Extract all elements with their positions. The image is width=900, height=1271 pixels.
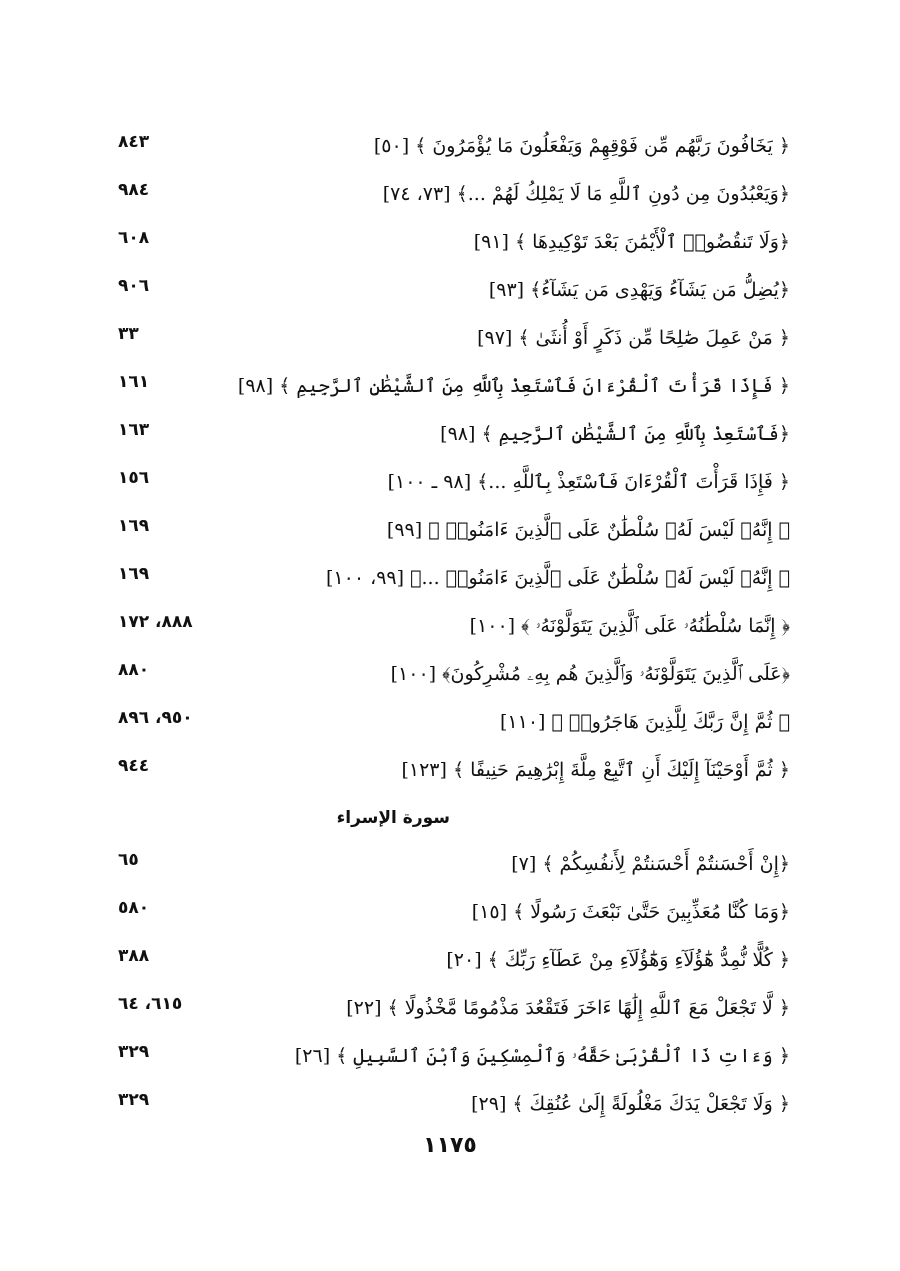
verse-text: ﴿ إِنَّهُۥ لَيْسَ لَهُۥ سُلْطَٰنٌ عَلَى ٱلَّذِينَ ءَامَنُوا۟ ﴾ [٩٩] [386, 519, 790, 541]
page-reference: ٣٢٩ [118, 1090, 150, 1110]
index-row [110, 410, 790, 458]
surah-heading: سورة الإسراء [336, 808, 450, 828]
verse-text: ﴿وَيَعْبُدُونَ مِن دُونِ ٱللَّهِ مَا لَا يَمْلِكُ لَهُمْ ...﴾ [٧٣، ٧٤] [382, 183, 790, 205]
index-row [110, 314, 790, 362]
verse-text: ﴿إِنْ أَحْسَنتُمْ أَحْسَنتُمْ لِأَنفُسِكُمْ ﴾ [٧] [511, 853, 790, 875]
page-reference: ١٦٩ [118, 516, 150, 536]
index-row [110, 1080, 790, 1128]
page-reference: ١٦٩ [118, 564, 150, 584]
page-reference: ٩٠٦ [118, 276, 150, 296]
surah-heading-row [110, 794, 790, 840]
index-row [110, 122, 790, 170]
verse-text: ﴿يُضِلُّ مَن يَشَآءُ وَيَهْدِى مَن يَشَآءُ﴾ [٩٣] [488, 279, 790, 301]
index-row [110, 650, 790, 698]
page-reference: ٨٨٨، ١٧٢ [118, 612, 193, 632]
index-row [110, 984, 790, 1032]
page-reference: ٦٠٨ [118, 228, 150, 248]
page-reference: ٦١٥، ٦٤ [118, 994, 183, 1014]
verse-text: ﴿ ثُمَّ إِنَّ رَبَّكَ لِلَّذِينَ هَاجَرُوا۟ ﴾ [١١٠] [499, 711, 790, 733]
verse-text: ﴿ إِنَّمَا سُلْطَٰنُهُۥ عَلَى ٱلَّذِينَ يَتَوَلَّوْنَهُۥ ﴾ [١٠٠] [469, 615, 790, 637]
index-row [110, 840, 790, 888]
index-row [110, 936, 790, 984]
index-row [110, 266, 790, 314]
verse-text: ﴿ كُلًّا نُّمِدُّ هَٰٓؤُلَآءِ وَهَٰٓؤُلَآءِ مِنْ عَطَآءِ رَبِّكَ ﴾ [٢٠] [446, 949, 790, 971]
verse-index [110, 122, 790, 1128]
verse-text: ﴿وَمَا كُنَّا مُعَذِّبِينَ حَتَّىٰ نَبْعَثَ رَسُولًا ﴾ [١٥] [471, 901, 790, 923]
index-row [110, 506, 790, 554]
index-row [110, 602, 790, 650]
page-reference: ٣٢٩ [118, 1042, 150, 1062]
page-reference: ١٦٣ [118, 420, 150, 440]
index-row [110, 458, 790, 506]
index-row [110, 1032, 790, 1080]
index-row [110, 888, 790, 936]
index-row [110, 554, 790, 602]
verse-text: ﴿عَلَى ٱلَّذِينَ يَتَوَلَّوْنَهُۥ وَٱلَّذِينَ هُم بِهِۦ مُشْرِكُونَ﴾ [١٠٠] [390, 663, 790, 685]
verse-text: ﴿ وَءَاتِ ذَا ٱلْقُرْبَىٰ حَقَّهُۥ وَٱلْمِسْكِينَ وَٱبْنَ ٱلسَّبِيلِ ﴾ [٢٦] [294, 1045, 790, 1067]
page-reference: ١٥٦ [118, 468, 150, 488]
verse-text: ﴿ وَلَا تَجْعَلْ يَدَكَ مَغْلُولَةً إِلَىٰ عُنُقِكَ ﴾ [٢٩] [471, 1093, 790, 1115]
page-reference: ٨٨٠ [118, 660, 150, 680]
verse-text: ﴿ مَنْ عَمِلَ صَٰلِحًا مِّن ذَكَرٍ أَوْ أُنثَىٰ ﴾ [٩٧] [477, 327, 790, 349]
page-reference: ٨٤٣ [118, 132, 150, 152]
index-row [110, 746, 790, 794]
verse-text: ﴿وَلَا تَنقُضُوا۟ ٱلْأَيْمَٰنَ بَعْدَ تَوْكِيدِهَا ﴾ [٩١] [473, 231, 790, 253]
verse-text: ﴿ ثُمَّ أَوْحَيْنَآ إِلَيْكَ أَنِ ٱتَّبِعْ مِلَّةَ إِبْرَٰهِيمَ حَنِيفًا ﴾ [١٢٣] [401, 759, 790, 781]
verse-text: ﴿ يَخَافُونَ رَبَّهُم مِّن فَوْقِهِمْ وَيَفْعَلُونَ مَا يُؤْمَرُونَ ﴾ [٥٠] [373, 135, 790, 157]
index-row [110, 170, 790, 218]
verse-text: ﴿فَٱسْتَعِذْ بِٱللَّهِ مِنَ ٱلشَّيْطَٰنِ ٱلرَّجِيمِ ﴾ [٩٨] [440, 423, 790, 445]
index-row [110, 362, 790, 410]
verse-text: ﴿ فَإِذَا قَرَأْتَ ٱلْقُرْءَانَ فَٱسْتَعِذْ بِٱللَّهِ مِنَ ٱلشَّيْطَٰنِ ٱلرَّجِيمِ ﴾ [٩٨] [237, 375, 790, 397]
page-reference: ٩٥٠، ٨٩٦ [118, 708, 193, 728]
index-row [110, 698, 790, 746]
page-number: ١١٧٥ [423, 1133, 477, 1158]
verse-text: ﴿ لَّا تَجْعَلْ مَعَ ٱللَّهِ إِلَٰهًا ءَاخَرَ فَتَقْعُدَ مَذْمُومًا مَّخْذُولًا ﴾ [٢٢] [346, 997, 790, 1019]
page-reference: ١٦١ [118, 372, 150, 392]
verse-text: ﴿ فَإِذَا قَرَأْتَ ٱلْقُرْءَانَ فَٱسْتَعِذْ بِٱللَّهِ ...﴾ [٩٨ ـ ١٠٠] [387, 471, 790, 493]
page-reference: ٩٨٤ [118, 180, 150, 200]
page-reference: ٣٣ [118, 324, 139, 344]
page-reference: ٩٤٤ [118, 756, 150, 776]
page-reference: ٣٨٨ [118, 946, 150, 966]
index-row [110, 218, 790, 266]
verse-text: ﴿ إِنَّهُۥ لَيْسَ لَهُۥ سُلْطَٰنٌ عَلَى ٱلَّذِينَ ءَامَنُوا۟ ...﴾ [٩٩، ١٠٠] [326, 567, 790, 589]
page-reference: ٦٥ [118, 850, 139, 870]
page-reference: ٥٨٠ [118, 898, 150, 918]
